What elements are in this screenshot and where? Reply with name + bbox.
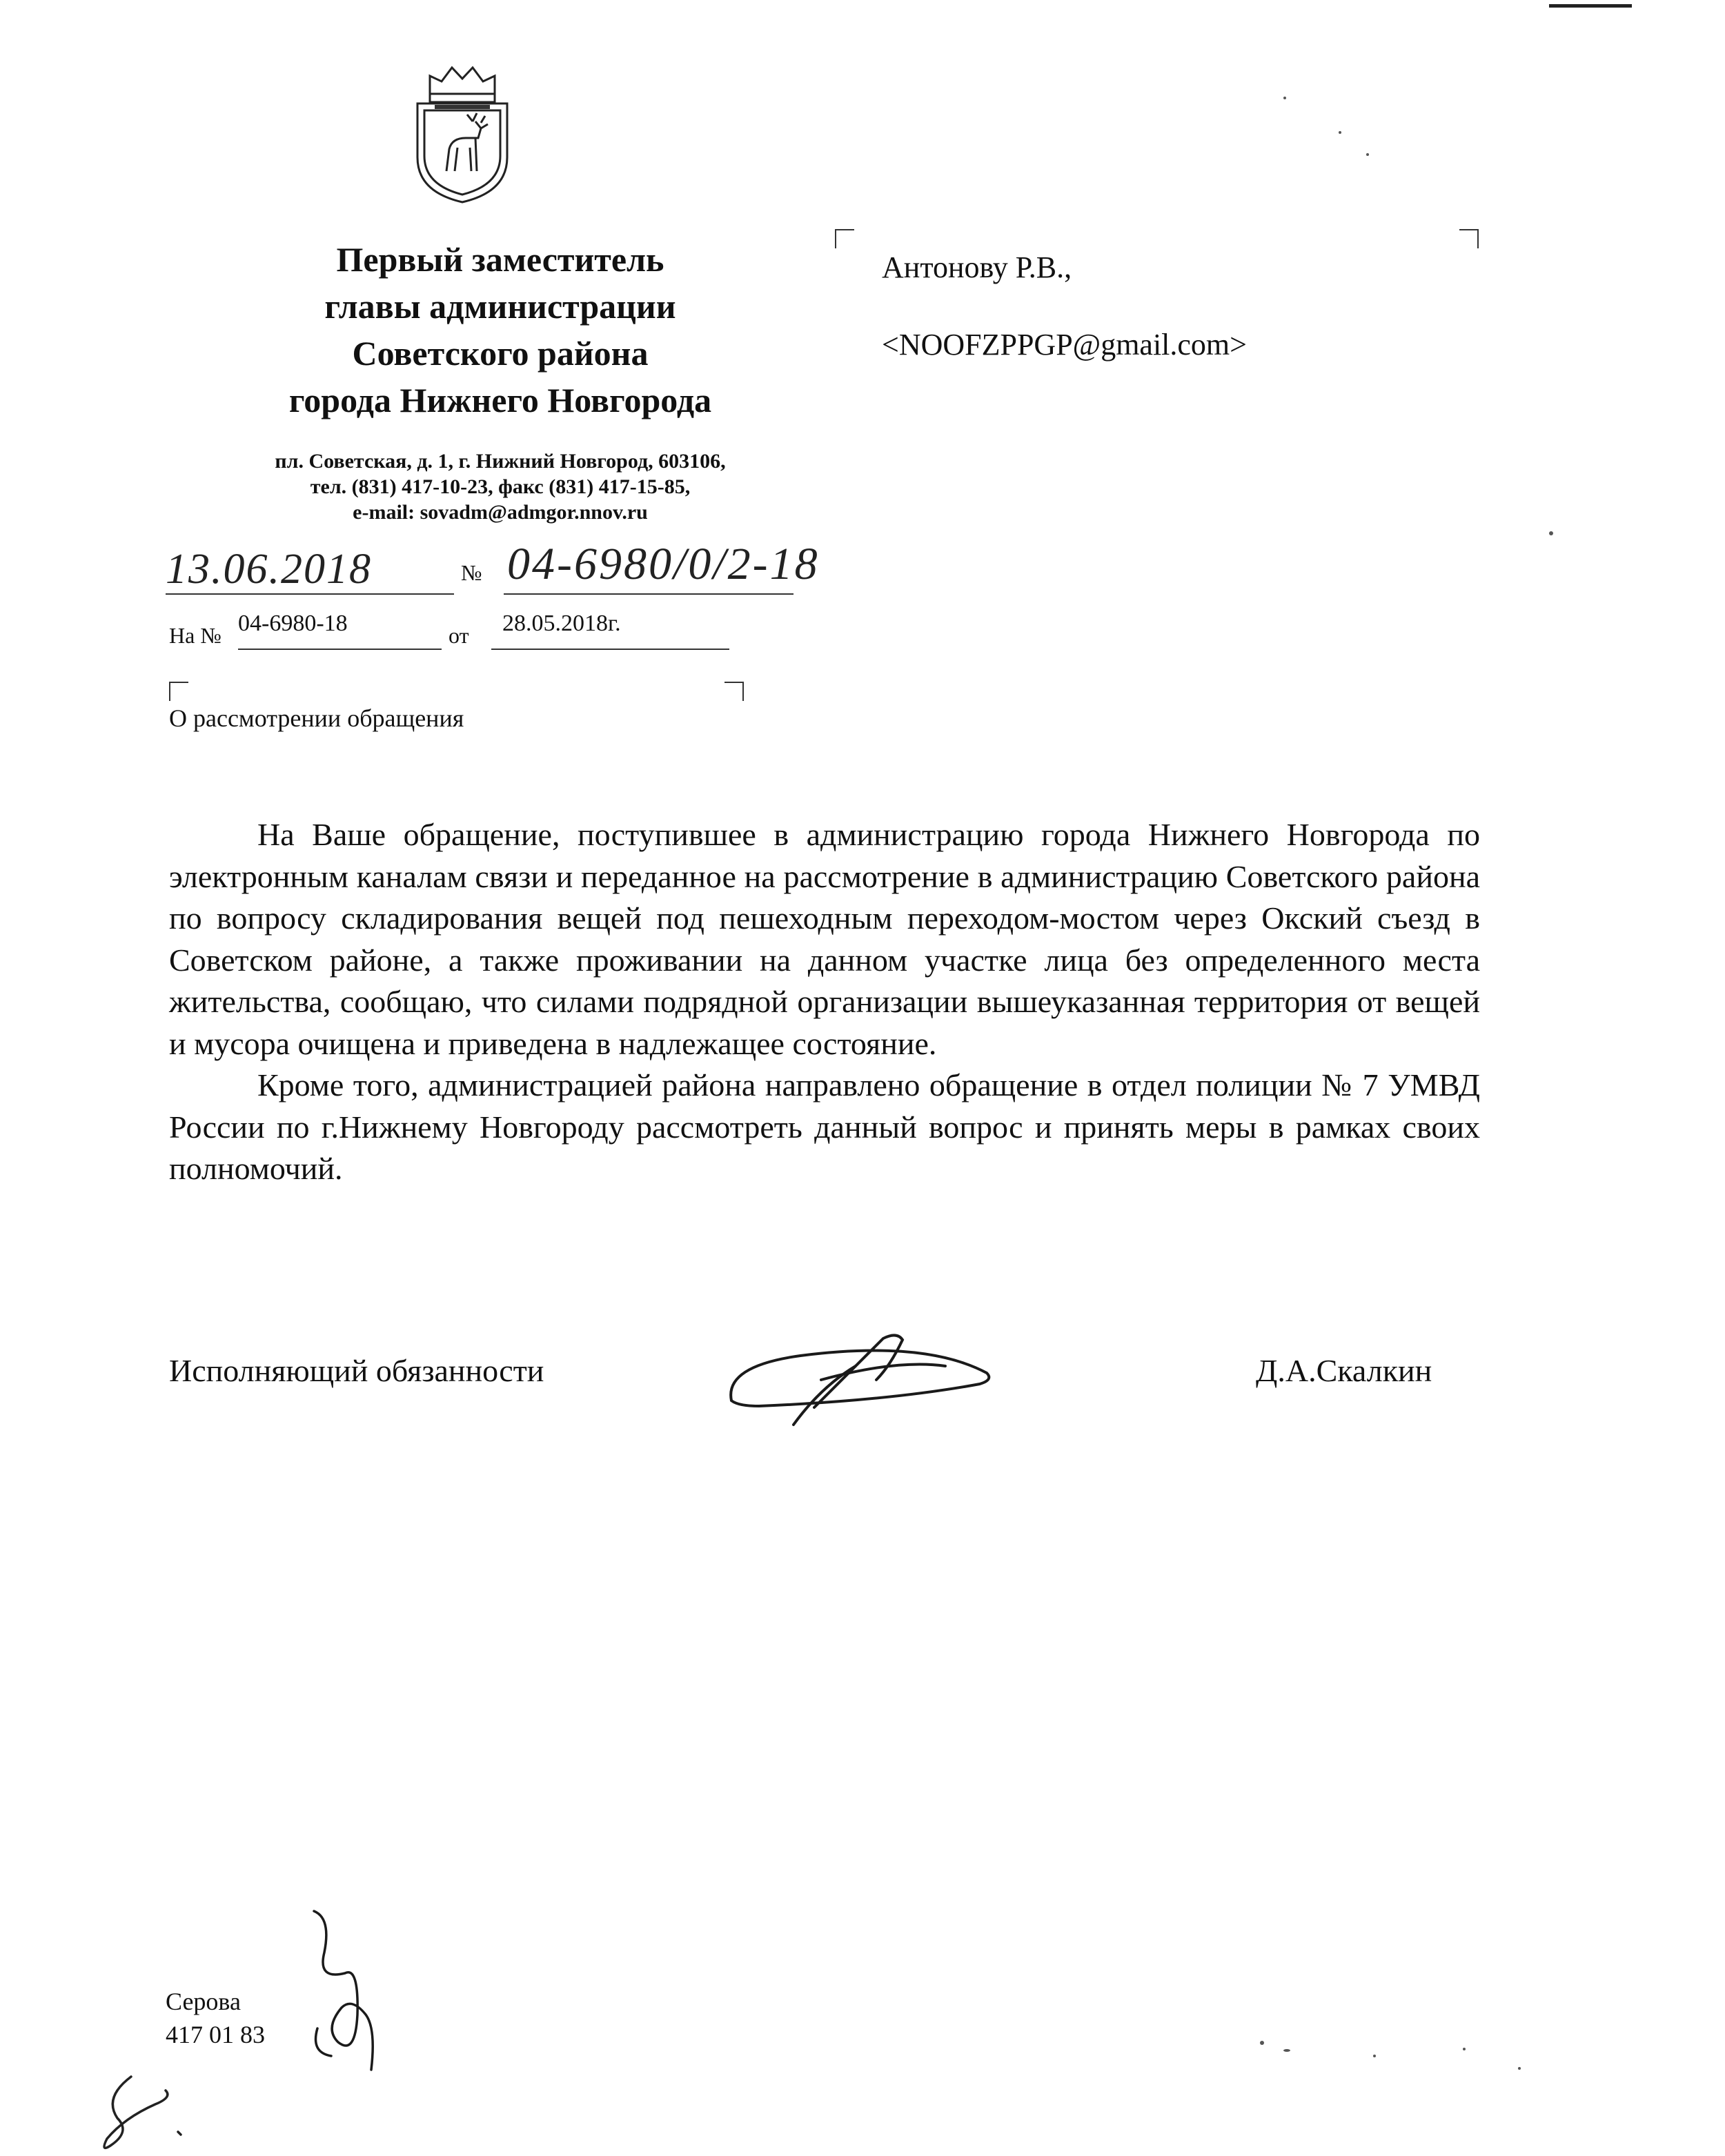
org-title-line: города Нижнего Новгорода <box>288 381 712 419</box>
registration-date: 13.06.2018 <box>166 546 372 593</box>
organization-title <box>138 236 862 424</box>
executor-name: Серова <box>166 1988 241 2015</box>
reference-number: 04-6980-18 <box>238 611 348 636</box>
executor-phone: 417 01 83 <box>166 2021 265 2048</box>
address-line: e-mail: sovadm@admgor.nnov.ru <box>353 501 648 524</box>
address-line: тел. (831) 417-10-23, факс (831) 417-15-85, <box>310 475 691 498</box>
registration-number: 04-6980/0/2-18 <box>507 539 820 589</box>
signatory-name: Д.А.Скалкин <box>1256 1353 1432 1388</box>
reference-date-label: от <box>448 623 469 648</box>
org-title-line: главы администрации <box>324 287 676 326</box>
reference-date: 28.05.2018г. <box>502 611 621 636</box>
letter-subject: О рассмотрении обращения <box>169 704 464 732</box>
reference-number-label: На № <box>169 623 221 648</box>
registration-number-symbol: № <box>461 560 482 585</box>
organization-address <box>138 448 862 525</box>
org-title-line: Советского района <box>352 334 649 373</box>
addressee-email: <NOOFZPPGP@gmail.com> <box>882 328 1247 362</box>
body-paragraph: На Ваше обращение, поступившее в администрацию города Нижнего Новгорода по электронным каналам связи и переданное на рассмотрение в администрацию Советского района по вопросу складирования вещей под пешеходным переходом-мостом через Окский съезд в Советском районе, а также проживании на данном участке лица без определенного места жительства, сообщаю, что силами подрядной организации вышеуказанная территория от вещей и мусора очищена и приведена в надлежащее состояние. <box>169 817 1480 1061</box>
initial-mark <box>90 2063 193 2153</box>
addressee-name: Антонову Р.В., <box>882 250 1072 284</box>
coat-of-arms-icon <box>404 61 521 206</box>
signatory-position: Исполняющий обязанности <box>169 1353 544 1388</box>
executor-signature-mark <box>283 1904 386 2090</box>
letter-body <box>169 814 1480 1190</box>
org-title-line: Первый заместитель <box>336 240 664 279</box>
address-line: пл. Советская, д. 1, г. Нижний Новгород, 603106, <box>275 450 726 473</box>
signature-mark <box>718 1325 1007 1428</box>
body-paragraph: Кроме того, администрацией района направлено обращение в отдел полиции № 7 УМВД России по г.Нижнему Новгороду рассмотреть данный вопрос и принять меры в рамках своих полномочий. <box>169 1067 1480 1186</box>
